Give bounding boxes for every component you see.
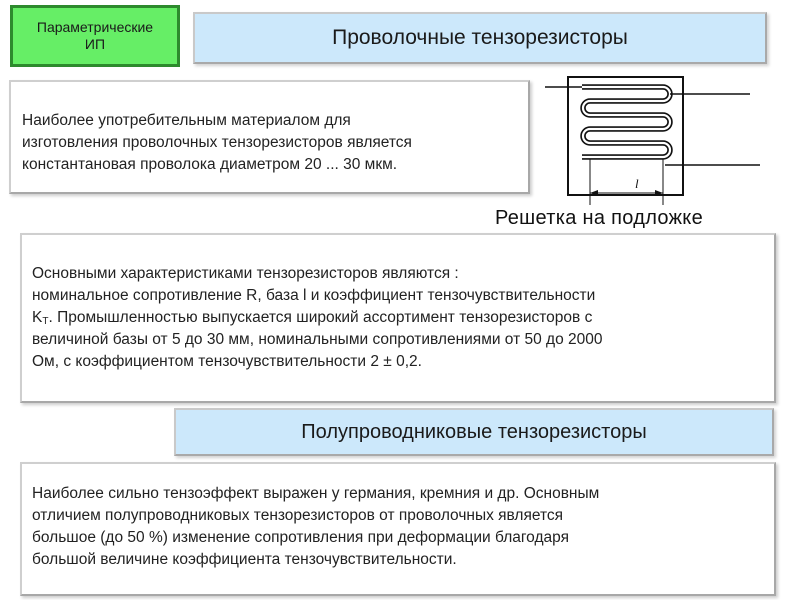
intro-line-3: константановая проволока диаметром 20 ... 30 мкм. (22, 156, 398, 173)
intro-line-2: изготовления проволочных тензорезисторов является (22, 134, 412, 151)
semiconductor-text-box (20, 462, 776, 596)
semiconductor-line-3: большое (до 50 %) изменение сопротивления при деформации благодаря (32, 529, 569, 546)
characteristics-line-5: Ом, с коэффициентом тензочувствительности 2 ± 0,2. (32, 353, 422, 370)
semiconductor-line-4: большой величине коэффициента тензочувствительности. (32, 551, 457, 568)
section-badge (10, 5, 180, 67)
diagram-caption: Решетка на подложке (495, 207, 703, 229)
characteristics-text-box (20, 233, 776, 403)
intro-text-box (9, 80, 530, 194)
badge-line-2: ИП (84, 36, 106, 52)
intro-line-1: Наиболее употребительным материалом для (22, 112, 351, 129)
characteristics-line-3 (32, 307, 766, 329)
coefficient-subscript: T (42, 316, 49, 327)
semiconductor-line-1: Наиболее сильно тензоэффект выражен у германия, кремния и др. Основным (32, 485, 600, 502)
dimension-label: l (635, 176, 639, 191)
characteristics-line-2: номинальное сопротивление R, база l и коэффициент тензочувствительности (32, 287, 596, 304)
grid-on-substrate-diagram (545, 65, 785, 215)
coefficient-symbol: K (32, 309, 43, 326)
characteristics-line-4: величиной базы от 5 до 30 мм, номинальными сопротивлениями от 50 до 2000 (32, 331, 603, 348)
badge-line-1: Параметрические (36, 19, 154, 35)
characteristics-line-1: Основными характеристиками тензорезисторов являются : (32, 265, 459, 282)
semiconductor-strain-gauges-title: Полупроводниковые тензорезисторы (174, 408, 774, 456)
characteristics-line-3-rest: . Промышленностью выпускается широкий ассортимент тензорезисторов с (48, 309, 593, 326)
wire-strain-gauges-title: Проволочные тензорезисторы (193, 12, 767, 64)
semiconductor-line-2: отличием полупроводниковых тензорезисторов от проволочных является (32, 507, 564, 524)
